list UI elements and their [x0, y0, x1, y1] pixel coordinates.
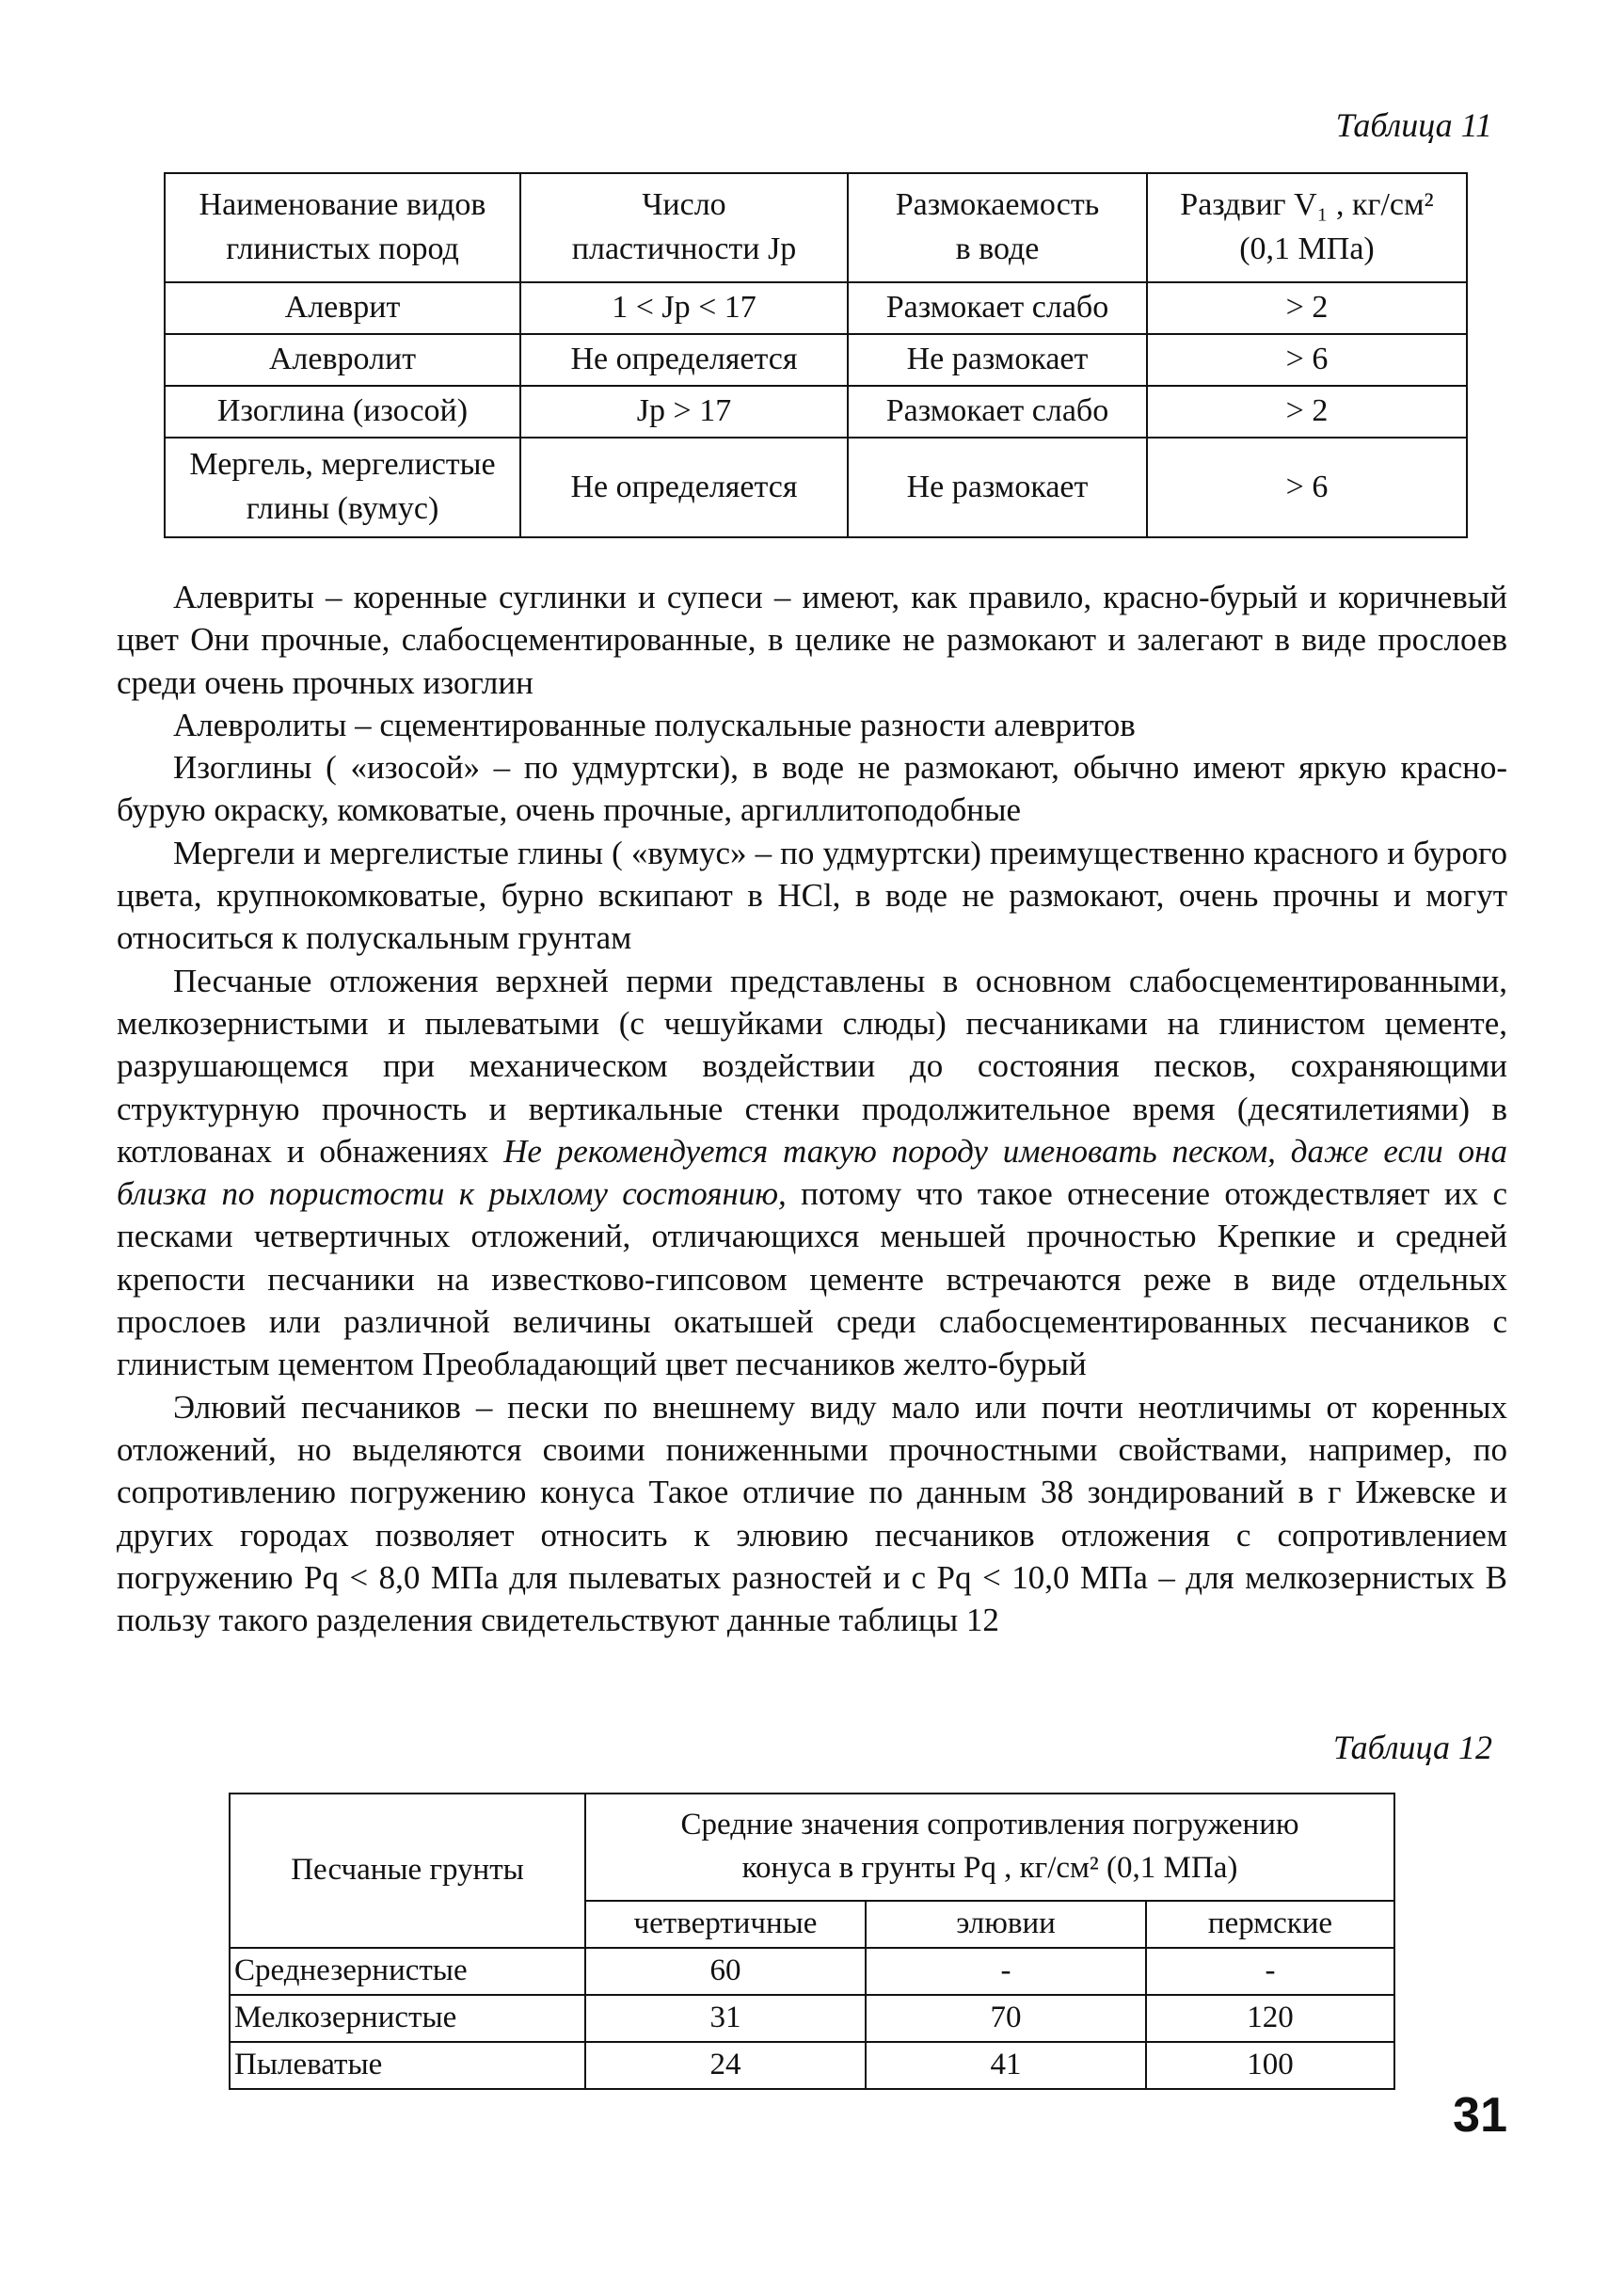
paragraph: Элювий песчаников – пески по внешнему виду мало или почти неотличимы от коренных отложений, но выделяются своими пониженными прочностными свойствами, например, по сопротивлению погружению конуса Такое отличие по данным 38 зондирований в г Ижевске и других городах позволяет относить к элювию песчаников отложения с сопротивлением погружению Pq < 8,0 МПа для пылеватых разностей и с Pq < 10,0 МПа – для мелкозернистых В пользу такого разделения свидетельствуют данные таблицы 12 — [117, 1388, 1507, 1639]
table-cell: Не определяется — [520, 438, 848, 537]
table-cell: Алеврит — [165, 282, 520, 334]
table-cell: 120 — [1146, 1995, 1394, 2042]
table-cell: Не размокает — [848, 334, 1147, 386]
table-cell: - — [1146, 1948, 1394, 1995]
table-row — [165, 334, 1467, 386]
table-cell: > 6 — [1147, 334, 1467, 386]
paragraph-emphasis: Не рекомендуется такую породу именовать песком, даже если она близка по пористости к рыхлому состоянию, — [117, 1132, 1507, 1213]
table-cell: 24 — [585, 2042, 866, 2089]
table-cell: 60 — [585, 1948, 866, 1995]
table-11 — [164, 172, 1468, 538]
paragraph: Алевролиты – сцементированные полускальные разности алевритов — [173, 706, 1136, 743]
table-cell: > 2 — [1147, 282, 1467, 334]
table-12-header-row — [230, 1794, 1394, 1901]
table-cell: Среднезернистые — [230, 1948, 585, 1995]
table-cell: Не определяется — [520, 334, 848, 386]
table-12 — [229, 1793, 1395, 2090]
table-row — [165, 438, 1467, 537]
header-line: Наименование видов — [199, 187, 486, 223]
table-cell: > 6 — [1147, 438, 1467, 537]
table-11-caption: Таблица 11 — [1335, 106, 1492, 144]
table-cell: 31 — [585, 1995, 866, 2042]
table-cell: Пылеватые — [230, 2042, 585, 2089]
table-12-header-soil: Песчаные грунты — [230, 1794, 585, 1948]
table-cell: Размокает слабо — [848, 282, 1147, 334]
paragraph: Изоглины ( «изосой» – по удмуртски), в воде не размокают, обычно имеют яркую красно-бурую окраску, комковатые, очень прочные, аргиллитоподобные — [117, 749, 1507, 829]
table-cell: Мергель, мергелистые глины (вумус) — [165, 438, 520, 537]
header-line: (0,1 МПа) — [1239, 231, 1375, 266]
table-cell: Алевролит — [165, 334, 520, 386]
table-cell: 100 — [1146, 2042, 1394, 2089]
header-line: глинистых пород — [226, 231, 459, 266]
page-number: 31 — [1453, 2088, 1507, 2143]
table-12-header-group — [585, 1794, 1394, 1901]
paragraph-text: Песчаные отложения верхней перми представлены в основном слабосцементированными, мелкозернистыми и пылеватыми (с чешуйками слюды) песчаниками на глинистом цементе, разрушающемся при механическом воздействии до состояния песков, сохраняющими структурную прочность и вертикальные стенки продолжительное время (десятилетиями) в котлованах и обнажениях — [117, 962, 1507, 1170]
table-row — [230, 1995, 1394, 2042]
table-11-header-shear — [1147, 173, 1467, 282]
table-cell: 1 < Jp < 17 — [520, 282, 848, 334]
header-line: конуса в грунты Pq , кг/см² (0,1 МПа) — [741, 1851, 1238, 1885]
table-12-subheader: элювии — [866, 1901, 1146, 1948]
header-line: Средние значения сопротивления погружению — [680, 1808, 1299, 1842]
paragraph — [117, 960, 1507, 1386]
header-line: Число — [642, 187, 726, 223]
table-row — [165, 386, 1467, 438]
table-cell: > 2 — [1147, 386, 1467, 438]
paragraph-text: потому что такое отнесение отождествляет их с песками четвертичных отложений, отличающихся меньшей прочностью Крепкие и средней крепости песчаники на известково-гипсовом цементе встречаются реже в виде отдельных прослоев или различной величины окатышей среди слабосцементированных песчаников с глинистым цементом Преобладающий цвет песчаников желто-бурый — [117, 1175, 1507, 1383]
header-line: Раздвиг V₁ , кг/см² — [1180, 187, 1434, 223]
paragraph: Алевриты – коренные суглинки и супеси – имеют, как правило, красно-бурый и коричневый цвет Они прочные, слабосцементированные, в целике не размокают и залегают в виде прослоев среди очень прочных изоглин — [117, 579, 1507, 701]
header-line: в воде — [955, 231, 1040, 266]
table-11-header-name — [165, 173, 520, 282]
table-row — [165, 282, 1467, 334]
table-row — [230, 2042, 1394, 2089]
table-cell: 41 — [866, 2042, 1146, 2089]
table-cell: Мелкозернистые — [230, 1995, 585, 2042]
table-cell: Jp > 17 — [520, 386, 848, 438]
table-cell: Изоглина (изосой) — [165, 386, 520, 438]
header-line: Размокаемость — [895, 187, 1100, 223]
table-11-header-row — [165, 173, 1467, 282]
body-text — [117, 576, 1507, 1641]
table-row — [230, 1948, 1394, 1995]
table-cell: Размокает слабо — [848, 386, 1147, 438]
header-line: пластичности Jp — [571, 231, 797, 266]
table-12-caption: Таблица 12 — [1332, 1729, 1492, 1766]
table-12-subheader: четвертичные — [585, 1901, 866, 1948]
table-11-header-plasticity — [520, 173, 848, 282]
paragraph: Мергели и мергелистые глины ( «вумус» – по удмуртски) преимущественно красного и бурого цвета, крупнокомковатые, бурно вскипают в HCl, в воде не размокают, очень прочны и могут относиться к полускальным грунтам — [117, 834, 1507, 957]
table-11-header-soaking — [848, 173, 1147, 282]
table-cell: 70 — [866, 1995, 1146, 2042]
table-cell: - — [866, 1948, 1146, 1995]
table-12-subheader: пермские — [1146, 1901, 1394, 1948]
table-cell: Не размокает — [848, 438, 1147, 537]
